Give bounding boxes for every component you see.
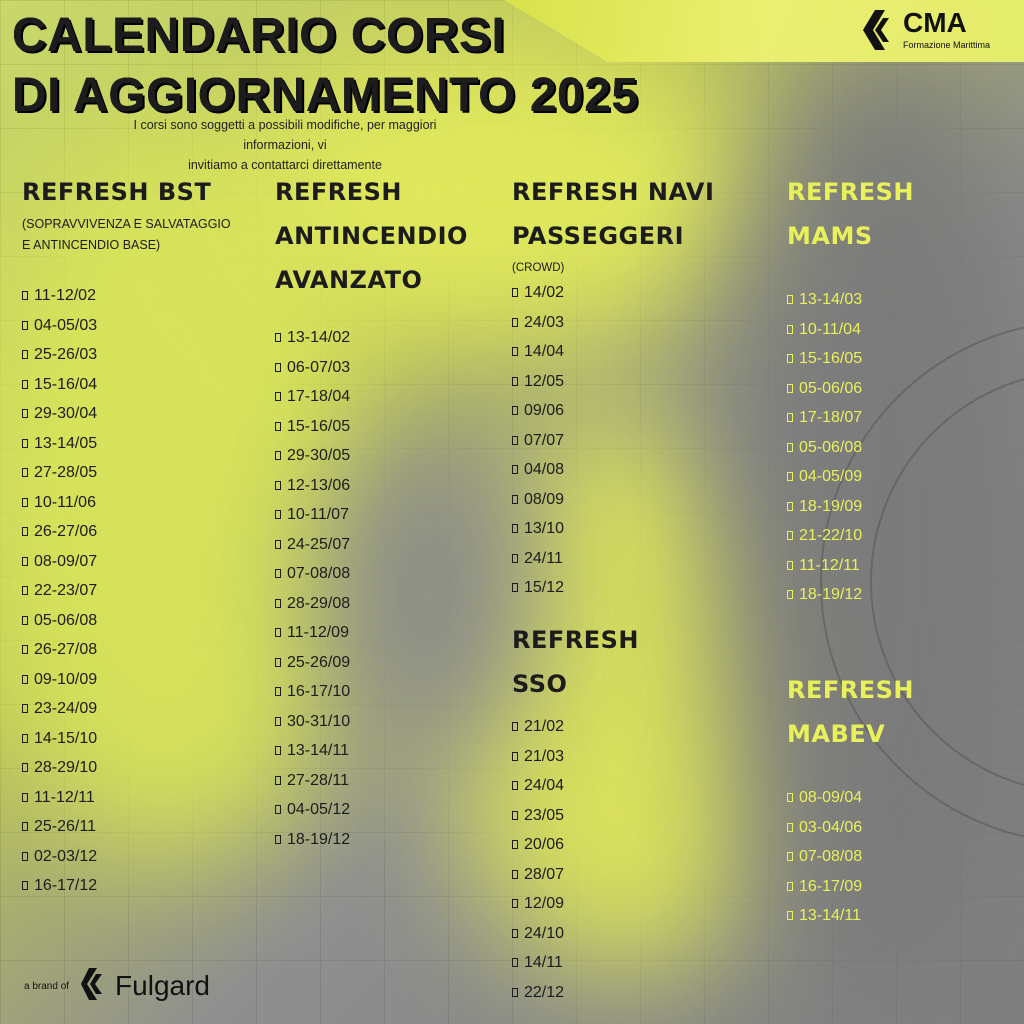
date-text: 05-06/08 bbox=[799, 438, 863, 456]
date-text: 16-17/10 bbox=[287, 683, 351, 700]
date-text: 09/06 bbox=[524, 402, 565, 419]
course-title-line-1: REFRESH bbox=[275, 178, 403, 206]
date-text: 24/11 bbox=[524, 549, 563, 567]
date-text: 27-28/11 bbox=[287, 771, 349, 789]
date-list-mabev bbox=[787, 783, 914, 931]
date-text: 23-24/09 bbox=[34, 700, 98, 717]
date-text: 08-09/07 bbox=[34, 552, 98, 570]
date-list-item bbox=[512, 308, 714, 338]
date-list-item bbox=[275, 559, 468, 589]
course-title-line-2: ANTINCENDIO bbox=[275, 222, 468, 250]
date-text: 17-18/04 bbox=[287, 388, 351, 405]
date-list-item bbox=[787, 842, 914, 872]
checkbox-square-icon bbox=[512, 752, 518, 761]
course-title-mams bbox=[787, 170, 914, 258]
date-text: 11-12/11 bbox=[34, 788, 95, 806]
date-text: 25-26/03 bbox=[34, 346, 98, 363]
checkbox-square-icon bbox=[275, 746, 281, 755]
date-text: 20/06 bbox=[524, 836, 565, 853]
date-text: 28-29/08 bbox=[287, 594, 351, 612]
checkbox-square-icon bbox=[275, 363, 281, 372]
course-title-line-2: SSO bbox=[512, 670, 568, 698]
date-list-item bbox=[787, 433, 914, 463]
checkbox-square-icon bbox=[787, 472, 793, 481]
date-list-item bbox=[22, 635, 231, 665]
date-list-item bbox=[787, 374, 914, 404]
checkbox-square-icon bbox=[275, 451, 281, 460]
date-list-item bbox=[275, 382, 468, 412]
date-text: 18-19/12 bbox=[287, 830, 351, 848]
subtitle-line-1: I corsi sono soggetti a possibili modifiche, per maggiori informazioni, vi bbox=[133, 118, 437, 152]
date-list-item bbox=[22, 871, 231, 901]
checkbox-square-icon bbox=[275, 599, 281, 608]
date-list-item bbox=[512, 573, 714, 603]
checkbox-square-icon bbox=[275, 717, 281, 726]
checkbox-square-icon bbox=[787, 911, 793, 920]
checkbox-square-icon bbox=[787, 793, 793, 802]
course-title-mabev bbox=[787, 668, 914, 756]
date-list-item bbox=[275, 412, 468, 442]
date-list-item bbox=[512, 514, 714, 544]
checkbox-square-icon bbox=[22, 498, 28, 507]
checkbox-square-icon bbox=[275, 658, 281, 667]
course-title-line-2: PASSEGGERI bbox=[512, 222, 685, 250]
checkbox-square-icon bbox=[787, 443, 793, 452]
date-text: 18-19/12 bbox=[799, 586, 863, 603]
course-subtitle-bst bbox=[22, 214, 231, 256]
date-text: 24-25/07 bbox=[287, 535, 351, 553]
date-text: 15-16/04 bbox=[34, 375, 98, 393]
date-list-item bbox=[275, 589, 468, 619]
brand-name: Fulgard bbox=[115, 970, 210, 1001]
date-text: 30-31/10 bbox=[287, 712, 351, 730]
checkbox-square-icon bbox=[22, 291, 28, 300]
date-text: 11-12/11 bbox=[799, 556, 860, 574]
date-list-item bbox=[275, 677, 468, 707]
date-list-item bbox=[275, 618, 468, 648]
checkbox-square-icon bbox=[275, 510, 281, 519]
date-list-item bbox=[512, 337, 714, 367]
checkbox-square-icon bbox=[22, 645, 28, 654]
checkbox-square-icon bbox=[22, 439, 28, 448]
subtitle bbox=[120, 115, 450, 175]
date-text: 21/02 bbox=[524, 718, 565, 735]
course-column-antincendio bbox=[275, 170, 468, 854]
date-text: 10-11/07 bbox=[287, 506, 349, 523]
course-title-navi bbox=[512, 170, 714, 258]
date-text: 15/12 bbox=[524, 579, 565, 596]
date-text: 13-14/02 bbox=[287, 329, 351, 346]
course-column-mams bbox=[787, 170, 914, 610]
checkbox-square-icon bbox=[22, 734, 28, 743]
date-list-item bbox=[512, 455, 714, 485]
date-text: 25-26/09 bbox=[287, 653, 351, 671]
date-text: 14-15/10 bbox=[34, 729, 98, 747]
checkbox-square-icon bbox=[512, 840, 518, 849]
date-list-item bbox=[275, 500, 468, 530]
checkbox-square-icon bbox=[512, 988, 518, 997]
date-list-item bbox=[22, 458, 231, 488]
date-list-item bbox=[787, 344, 914, 374]
date-list-item bbox=[22, 694, 231, 724]
course-column-sso bbox=[512, 618, 639, 1007]
title-line-2: DI AGGIORNAMENTO 2025 bbox=[12, 69, 639, 122]
date-list-item bbox=[22, 370, 231, 400]
date-list-item bbox=[22, 429, 231, 459]
date-list-item bbox=[512, 278, 714, 308]
date-list-item bbox=[275, 795, 468, 825]
date-text: 24/03 bbox=[524, 313, 565, 331]
checkbox-square-icon bbox=[512, 524, 518, 533]
date-text: 10-11/04 bbox=[799, 320, 861, 338]
date-text: 26-27/08 bbox=[34, 641, 98, 658]
checkbox-square-icon bbox=[275, 687, 281, 696]
date-list-item bbox=[275, 441, 468, 471]
date-list-mams bbox=[787, 285, 914, 610]
date-text: 15-16/05 bbox=[799, 350, 863, 367]
date-list-item bbox=[787, 872, 914, 902]
course-column-bst bbox=[22, 170, 231, 901]
date-text: 10-11/06 bbox=[34, 493, 96, 511]
checkbox-square-icon bbox=[22, 616, 28, 625]
date-list-item bbox=[512, 889, 639, 919]
checkbox-square-icon bbox=[22, 527, 28, 536]
date-list-item bbox=[787, 813, 914, 843]
checkbox-square-icon bbox=[787, 823, 793, 832]
checkbox-square-icon bbox=[22, 321, 28, 330]
date-text: 21/03 bbox=[524, 747, 565, 765]
date-list-item bbox=[22, 783, 231, 813]
date-list-item bbox=[512, 742, 639, 772]
checkbox-square-icon bbox=[22, 881, 28, 890]
checkbox-square-icon bbox=[787, 354, 793, 363]
date-list-item bbox=[512, 712, 639, 742]
date-list-item bbox=[275, 471, 468, 501]
date-text: 04/08 bbox=[524, 461, 565, 478]
checkbox-square-icon bbox=[512, 465, 518, 474]
date-text: 28-29/10 bbox=[34, 759, 98, 776]
fulgard-logo-icon bbox=[79, 966, 105, 1006]
date-text: 22-23/07 bbox=[34, 582, 98, 599]
date-text: 02-03/12 bbox=[34, 847, 98, 865]
checkbox-square-icon bbox=[275, 481, 281, 490]
checkbox-square-icon bbox=[512, 318, 518, 327]
date-text: 05-06/08 bbox=[34, 611, 98, 629]
date-list-item bbox=[512, 978, 639, 1008]
date-list-item bbox=[787, 315, 914, 345]
course-title-line-3: AVANZATO bbox=[275, 266, 423, 294]
date-list-item bbox=[512, 771, 639, 801]
date-text: 14/04 bbox=[524, 343, 565, 360]
date-list-item bbox=[275, 648, 468, 678]
date-text: 17-18/07 bbox=[799, 409, 863, 426]
footer-brand bbox=[24, 966, 210, 1006]
date-text: 06-07/03 bbox=[287, 358, 351, 376]
course-subtitle-line-2: E ANTINCENDIO BASE) bbox=[22, 238, 161, 252]
checkbox-square-icon bbox=[512, 406, 518, 415]
date-list-item bbox=[22, 340, 231, 370]
date-text: 13-14/11 bbox=[799, 907, 861, 924]
date-text: 12/09 bbox=[524, 895, 565, 912]
date-text: 26-27/06 bbox=[34, 523, 98, 540]
date-list-item bbox=[22, 311, 231, 341]
date-list-bst bbox=[22, 281, 231, 901]
date-text: 23/05 bbox=[524, 806, 565, 824]
date-list-item bbox=[787, 492, 914, 522]
checkbox-square-icon bbox=[787, 325, 793, 334]
checkbox-square-icon bbox=[22, 380, 28, 389]
checkbox-square-icon bbox=[512, 899, 518, 908]
date-list-item bbox=[22, 665, 231, 695]
date-text: 07-08/08 bbox=[287, 565, 351, 582]
checkbox-square-icon bbox=[22, 793, 28, 802]
date-list-item bbox=[512, 426, 714, 456]
checkbox-square-icon bbox=[787, 882, 793, 891]
date-list-item bbox=[512, 830, 639, 860]
course-title-bst: REFRESH BST bbox=[22, 178, 212, 206]
date-list-item bbox=[22, 842, 231, 872]
date-text: 04-05/12 bbox=[287, 801, 351, 818]
date-list-item bbox=[22, 753, 231, 783]
date-list-antincendio bbox=[275, 323, 468, 854]
checkbox-square-icon bbox=[512, 811, 518, 820]
date-list-item bbox=[275, 736, 468, 766]
date-list-item bbox=[275, 825, 468, 855]
date-list-item bbox=[22, 517, 231, 547]
checkbox-square-icon bbox=[275, 540, 281, 549]
date-text: 13/10 bbox=[524, 520, 565, 537]
checkbox-square-icon bbox=[787, 502, 793, 511]
date-list-item bbox=[275, 353, 468, 383]
date-list-item bbox=[512, 860, 639, 890]
date-list-item bbox=[512, 801, 639, 831]
checkbox-square-icon bbox=[22, 822, 28, 831]
date-list-item bbox=[787, 580, 914, 610]
date-list-item bbox=[22, 812, 231, 842]
date-list-item bbox=[787, 551, 914, 581]
checkbox-square-icon bbox=[275, 835, 281, 844]
date-text: 09-10/09 bbox=[34, 670, 98, 688]
date-text: 11-12/02 bbox=[34, 287, 96, 304]
date-text: 13-14/05 bbox=[34, 434, 98, 452]
checkbox-square-icon bbox=[787, 413, 793, 422]
date-text: 08-09/04 bbox=[799, 789, 863, 806]
date-list-item bbox=[22, 399, 231, 429]
checkbox-square-icon bbox=[512, 377, 518, 386]
course-title-line-2: MABEV bbox=[787, 720, 886, 748]
cma-logo-tagline: Formazione Marittima bbox=[902, 40, 990, 50]
checkbox-square-icon bbox=[22, 675, 28, 684]
date-list-item bbox=[275, 323, 468, 353]
course-title-line-1: REFRESH bbox=[787, 676, 915, 704]
date-list-item bbox=[512, 948, 639, 978]
date-list-sso bbox=[512, 712, 639, 1007]
subtitle-line-2: invitiamo a contattarci direttamente bbox=[188, 158, 382, 172]
date-text: 04-05/03 bbox=[34, 316, 98, 334]
checkbox-square-icon bbox=[512, 722, 518, 731]
checkbox-square-icon bbox=[512, 288, 518, 297]
date-list-item bbox=[787, 403, 914, 433]
date-list-item bbox=[512, 485, 714, 515]
checkbox-square-icon bbox=[512, 781, 518, 790]
title-line-1: CALENDARIO CORSI bbox=[12, 9, 506, 62]
date-list-item bbox=[787, 783, 914, 813]
date-list-item bbox=[512, 367, 714, 397]
date-list-item bbox=[512, 919, 639, 949]
checkbox-square-icon bbox=[275, 776, 281, 785]
date-list-navi bbox=[512, 278, 714, 603]
checkbox-square-icon bbox=[787, 531, 793, 540]
checkbox-square-icon bbox=[512, 929, 518, 938]
checkbox-square-icon bbox=[22, 704, 28, 713]
checkbox-square-icon bbox=[275, 805, 281, 814]
date-text: 28/07 bbox=[524, 865, 565, 883]
date-list-item bbox=[512, 544, 714, 574]
date-text: 18-19/09 bbox=[799, 497, 863, 515]
course-column-mabev bbox=[787, 668, 914, 931]
date-text: 21-22/10 bbox=[799, 527, 863, 544]
checkbox-square-icon bbox=[512, 436, 518, 445]
checkbox-square-icon bbox=[512, 583, 518, 592]
brand-prefix: a brand of bbox=[24, 980, 70, 992]
date-text: 11-12/09 bbox=[287, 624, 349, 641]
checkbox-square-icon bbox=[275, 333, 281, 342]
date-text: 13-14/03 bbox=[799, 291, 863, 308]
course-title-line-1: REFRESH NAVI bbox=[512, 178, 715, 206]
date-text: 13-14/11 bbox=[287, 742, 349, 759]
checkbox-square-icon bbox=[787, 295, 793, 304]
cma-logo-icon bbox=[861, 8, 893, 56]
checkbox-square-icon bbox=[22, 557, 28, 566]
date-text: 14/11 bbox=[524, 954, 563, 971]
date-text: 03-04/06 bbox=[799, 818, 863, 836]
checkbox-square-icon bbox=[512, 870, 518, 879]
date-text: 12-13/06 bbox=[287, 476, 351, 494]
date-text: 24/10 bbox=[524, 924, 565, 942]
date-list-item bbox=[22, 606, 231, 636]
cma-logo bbox=[861, 8, 990, 56]
date-list-item bbox=[512, 396, 714, 426]
date-text: 29-30/04 bbox=[34, 405, 98, 422]
checkbox-square-icon bbox=[512, 347, 518, 356]
date-list-item bbox=[787, 901, 914, 931]
date-text: 29-30/05 bbox=[287, 447, 351, 464]
date-text: 27-28/05 bbox=[34, 464, 98, 481]
date-list-item bbox=[787, 285, 914, 315]
course-subtitle-line-1: (SOPRAVVIVENZA E SALVATAGGIO bbox=[22, 217, 231, 231]
date-list-item bbox=[787, 521, 914, 551]
checkbox-square-icon bbox=[22, 350, 28, 359]
date-text: 24/04 bbox=[524, 777, 565, 794]
page-title bbox=[12, 6, 639, 126]
date-list-item bbox=[22, 488, 231, 518]
date-text: 16-17/12 bbox=[34, 877, 98, 894]
checkbox-square-icon bbox=[275, 392, 281, 401]
checkbox-square-icon bbox=[787, 590, 793, 599]
course-title-antincendio bbox=[275, 170, 468, 302]
checkbox-square-icon bbox=[512, 495, 518, 504]
course-title-sso bbox=[512, 618, 639, 706]
date-text: 12/05 bbox=[524, 372, 565, 390]
checkbox-square-icon bbox=[22, 763, 28, 772]
date-text: 08/09 bbox=[524, 490, 565, 508]
checkbox-square-icon bbox=[275, 569, 281, 578]
course-title-line-1: REFRESH bbox=[512, 626, 640, 654]
date-text: 15-16/05 bbox=[287, 417, 351, 435]
checkbox-square-icon bbox=[22, 409, 28, 418]
date-list-item bbox=[275, 530, 468, 560]
course-title-line-1: REFRESH bbox=[787, 178, 915, 206]
course-column-navi-passeggeri bbox=[512, 170, 714, 603]
course-subtitle-navi: (CROWD) bbox=[512, 262, 565, 274]
checkbox-square-icon bbox=[275, 628, 281, 637]
date-list-item bbox=[22, 281, 231, 311]
date-text: 16-17/09 bbox=[799, 877, 863, 895]
cma-logo-text: CMA bbox=[902, 7, 967, 38]
date-text: 04-05/09 bbox=[799, 468, 863, 485]
checkbox-square-icon bbox=[275, 422, 281, 431]
checkbox-square-icon bbox=[787, 561, 793, 570]
date-list-item bbox=[275, 766, 468, 796]
checkbox-square-icon bbox=[22, 852, 28, 861]
checkbox-square-icon bbox=[787, 384, 793, 393]
date-list-item bbox=[22, 547, 231, 577]
date-text: 07-08/08 bbox=[799, 848, 863, 865]
date-text: 25-26/11 bbox=[34, 818, 96, 835]
course-title-line-2: MAMS bbox=[787, 222, 873, 250]
checkbox-square-icon bbox=[512, 958, 518, 967]
checkbox-square-icon bbox=[22, 586, 28, 595]
date-list-item bbox=[22, 724, 231, 754]
date-list-item bbox=[22, 576, 231, 606]
date-list-item bbox=[787, 462, 914, 492]
date-text: 14/02 bbox=[524, 284, 565, 301]
checkbox-square-icon bbox=[22, 468, 28, 477]
date-list-item bbox=[275, 707, 468, 737]
date-text: 05-06/06 bbox=[799, 379, 863, 397]
checkbox-square-icon bbox=[787, 852, 793, 861]
checkbox-square-icon bbox=[512, 554, 518, 563]
date-text: 22/12 bbox=[524, 983, 565, 1001]
date-text: 07/07 bbox=[524, 431, 565, 449]
